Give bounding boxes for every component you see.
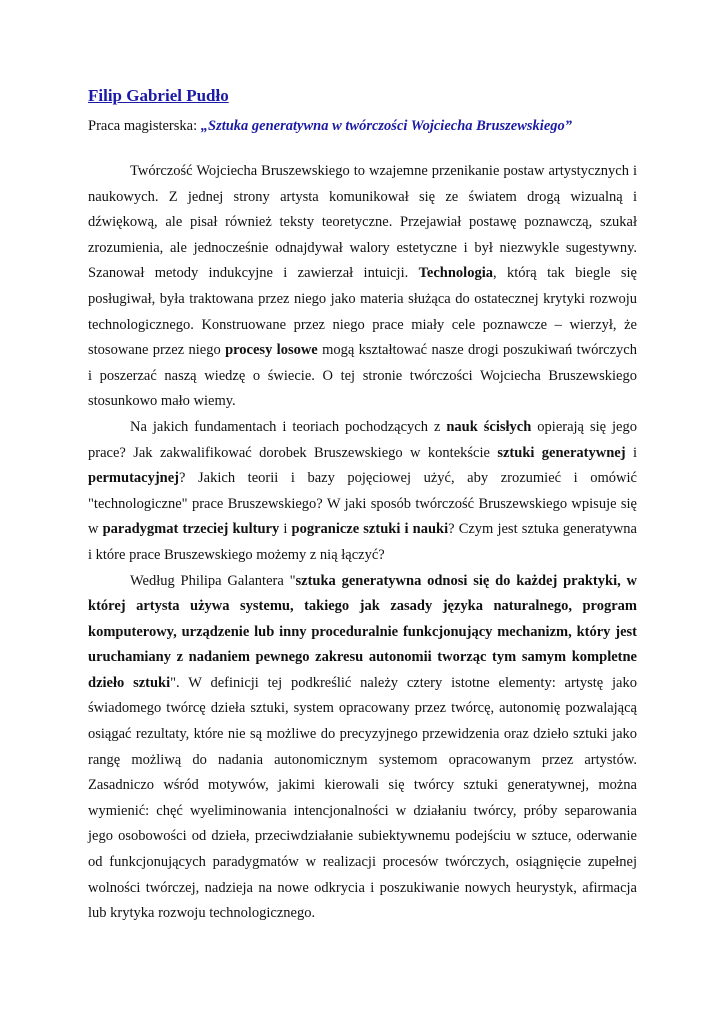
p1-text-1: Twórczość Wojciecha Bruszewskiego to wzajemne przenikanie postaw artystycznych i naukowych. Z jednej strony artysta komunikował się ze światem drogą wizualną i dźwiękową, ale pisał również teksty teoretyczne. Przejawiał postawę poznawczą, szukał zrozumienia, ale jednocześnie odnajdywał walory estetyczne i był niezwykle sugestywny. Szanował metody indukcyjne i zawierzał intuicji. <box>88 163 637 282</box>
p2-bold-sztuki-generatywnej: sztuki generatywnej <box>497 444 626 461</box>
p3-bold-definition: sztuka generatywna odnosi się do każdej praktyki, w której artysta używa systemu, takiego jak zasady języka naturalnego, program komputerowy, urządzenie lub inny proceduralnie funkcjonujący mechanizm, który jest uruchamiany z nadaniem pewnego zakresu autonomii tworząc tym samym kompletne dzieło sztuki <box>88 572 637 691</box>
p2-bold-nauk-scislych: nauk ścisłych <box>446 418 532 435</box>
p2-text-3: i <box>625 444 637 461</box>
paragraph-2 <box>88 415 637 569</box>
p1-text-3: mogą kształtować nasze drogi poszukiwań twórczych i poszerzać naszą wiedzę o świecie. O tej stronie twórczości Wojciecha Bruszewskiego stosunkowo mało wiemy. <box>88 342 637 410</box>
p2-text-6: ? Czym jest sztuka generatywna i które prace Bruszewskiego możemy z nią łączyć? <box>88 521 637 563</box>
thesis-title: „Sztuka generatywna w twórczości Wojciecha Bruszewskiego” <box>200 118 573 134</box>
p1-bold-procesy-losowe: procesy losowe <box>225 342 318 359</box>
p2-bold-pogranicze: pogranicze sztuki i nauki <box>291 521 449 538</box>
author-name[interactable]: Filip Gabriel Pudło <box>88 86 229 105</box>
p1-text-2: , którą tak biegle się posługiwał, była traktowana przez niego jako materia służąca do ostatecznej krytyki rozwoju technologicznego. Konstruowane przez niego prace miały cele poznawcze – wierzył, że stosowane przez niego <box>88 265 637 359</box>
p3-text-2: ". W definicji tej podkreślić należy cztery istotne elementy: artystę jako świadomego twórcę dzieła sztuki, system opracowany przez twórcę, autonomię pozwalającą osiągać rezultaty, które nie są możliwe do precyzyjnego przewidzenia oraz dzieło sztuki jako rangę możliwą do nadania autonomicznym systemom opracowanym przez artystów. Zasadniczo wśród motywów, jakimi kierowali się twórcy sztuki generatywnej, można wymienić: chęć wyeliminowania intencjonalności w działaniu twórcy, próby separowania jego osobowości od dzieła, przeciwdziałanie subiektywnemu podejściu w sztuce, oderwanie od funkcjonujących paradygmatów w realizacji procesów twórczych, osiągnięcie zupełnej wolności twórczej, nadzieja na nowe odkrycia i poszukiwanie nowych heurystyk, afirmacja lub krytyka rozwoju technologicznego. <box>88 674 637 922</box>
p1-bold-technologia: Technologia <box>418 265 493 282</box>
p2-text-1: Na jakich fundamentach i teoriach pochodzących z <box>130 418 447 435</box>
p3-text-1: Według Philipa Galantera " <box>130 572 296 589</box>
p2-text-4: ? Jakich teorii i bazy pojęciowej użyć, aby zrozumieć i omówić "technologiczne" prace Bruszewskiego? W jaki sposób twórczość Bruszewskiego wpisuje się w <box>88 470 637 538</box>
paragraph-3 <box>88 569 637 927</box>
p2-bold-paradygmat: paradygmat trzeciej kultury <box>102 521 280 538</box>
thesis-label: Praca magisterska: <box>88 118 201 134</box>
p2-bold-permutacyjnej: permutacyjnej <box>88 470 180 487</box>
thesis-line <box>88 116 637 136</box>
p2-text-5: i <box>279 521 292 538</box>
paragraph-1 <box>88 159 637 415</box>
p2-text-2: opierają się jego prace? Jak zakwalifikować dorobek Bruszewskiego w kontekście <box>88 418 637 461</box>
document-page <box>88 86 637 927</box>
